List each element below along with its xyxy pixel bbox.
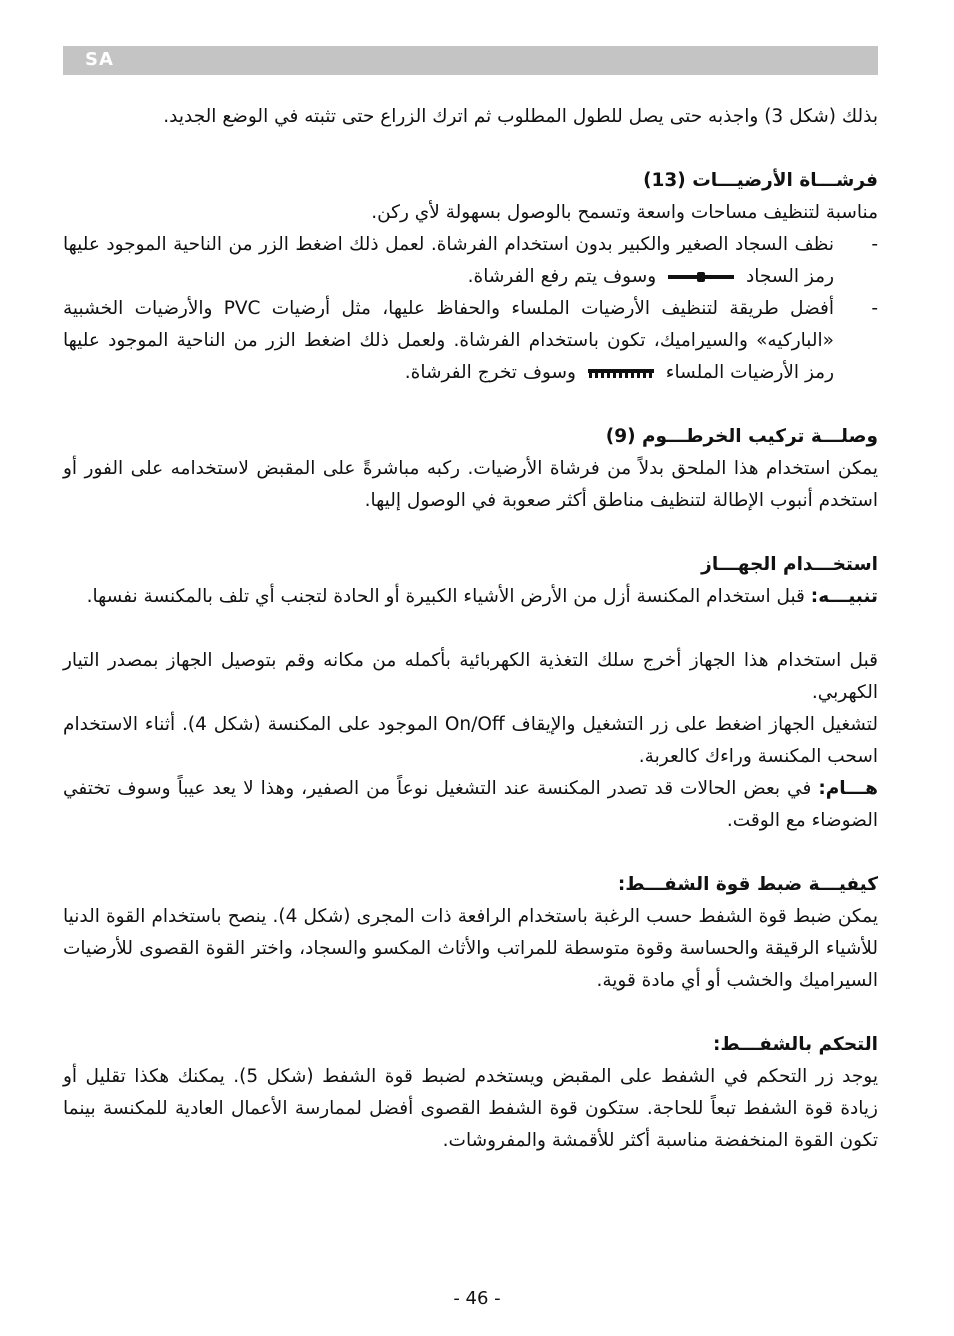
usage-note	[63, 773, 878, 837]
page-number: - 46 -	[453, 1288, 501, 1309]
floor-brush-bullet-2	[63, 293, 878, 389]
floor-brush-bullet-1	[63, 229, 878, 293]
suction-power-paragraph: يمكن ضبط قوة الشفط حسب الرغبة باستخدام الرافعة ذات المجرى (شكل 4). ينصح باستخدام القوة الدنيا للأشياء الرقيقة والحساسة وقوة متوسطة للمراتب والأثاث المكسو والسجاد، واختر القوة القصوى للأرضيات السيراميك والخشب أو أي مادة قوية.	[63, 906, 878, 991]
usage-paragraph-1: قبل استخدام هذا الجهاز أخرج سلك التغذية الكهربائية بأكمله من مكانه وقم بتوصيل الجهاز بمصدر التيار الكهربي.	[63, 650, 878, 703]
header-bar	[63, 46, 878, 75]
bullet-1-text-start: نظف السجاد الصغير والكبير بدون استخدام الفرشاة. لعمل ذلك اضغط الزر من الناحية الموجود عليها رمز السجاد	[63, 234, 834, 287]
note-label: هـــام:	[818, 778, 879, 799]
usage-heading: استخـــدام الجهـــاز	[701, 554, 878, 575]
hard-floor-symbol-icon	[588, 367, 654, 379]
bullet-text	[63, 229, 834, 293]
spacer	[63, 133, 878, 165]
carpet-symbol-icon	[668, 271, 734, 283]
spacer	[63, 517, 878, 549]
spacer	[63, 389, 878, 421]
warning-label: تنبيـــه:	[810, 586, 878, 607]
bullet-text	[63, 293, 834, 389]
crevice-tool-paragraph: يمكن استخدام هذا الملحق بدلاً من فرشاة الأرضيات. ركبه مباشرةً على المقبض لاستخدامه على الفور أو استخدم أنبوب الإطالة لتنظيف مناطق أكثر صعوبة في الوصول إليها.	[63, 458, 878, 511]
floor-brush-heading: فرشـــاة الأرضيـــات (13)	[643, 170, 878, 191]
floor-brush-intro: مناسبة لتنظيف مساحات واسعة وتسمح بالوصول بسهولة لأي ركن.	[371, 202, 878, 223]
note-text: في بعض الحالات قد تصدر المكنسة عند التشغيل نوعاً من الصفير، وهذا لا يعد عيباً وسوف تختفي الضوضاء مع الوقت.	[63, 778, 878, 831]
bullet-1-text-end: وسوف يتم رفع الفرشاة.	[467, 266, 657, 287]
bullet-2-text-end: وسوف تخرج الفرشاة.	[404, 362, 576, 383]
bullet-marker: -	[871, 298, 878, 319]
spacer	[63, 997, 878, 1029]
usage-warning	[63, 581, 878, 613]
spacer	[63, 837, 878, 869]
suction-power-heading: كيفيـــة ضبط قوة الشفـــط:	[617, 874, 878, 895]
document-body	[63, 101, 878, 1157]
suction-control-paragraph: يوجد زر التحكم في الشفط على المقبض ويستخدم لضبط قوة الشفط (شكل 5). يمكنك هكذا تقليل أو زيادة قوة الشفط تبعاً للحاجة. ستكون قوة الشفط القصوى أفضل لممارسة الأعمال العادية للمكنسة بينما تكون القوة المنخفضة مناسبة أكثر للأقمشة والمفروشات.	[63, 1066, 879, 1151]
warning-text: قبل استخدام المكنسة أزل من الأرض الأشياء الكبيرة أو الحادة لتجنب أي تلف بالمكنسة نفسها.	[86, 586, 805, 607]
spacer	[63, 613, 878, 645]
suction-control-heading: التحكم بالشفـــط:	[712, 1034, 878, 1055]
intro-paragraph: بذلك (شكل 3) واجذبه حتى يصل للطول المطلوب ثم اترك الزراع حتى تثبته في الوضع الجديد.	[163, 106, 878, 127]
bullet-marker: -	[871, 234, 878, 255]
country-code-label: SA	[85, 49, 114, 70]
crevice-tool-heading: وصلـــة تركيب الخرطـــوم (9)	[605, 426, 878, 447]
usage-paragraph-2: لتشغيل الجهاز اضغط على زر التشغيل والإيقاف On/Off الموجود على المكنسة (شكل 4). أثناء الاستخدام اسحب المكنسة وراءك كالعربة.	[63, 714, 879, 767]
bullet-2-text-start: أفضل طريقة لتنظيف الأرضيات الملساء والحفاظ عليها، مثل أرضيات PVC والأرضيات الخشبية «الباركيه» والسيراميك، تكون باستخدام الفرشاة. ولعمل ذلك اضغط الزر من الناحية الموجود عليها رمز الأرضيات الملساء	[63, 298, 834, 383]
